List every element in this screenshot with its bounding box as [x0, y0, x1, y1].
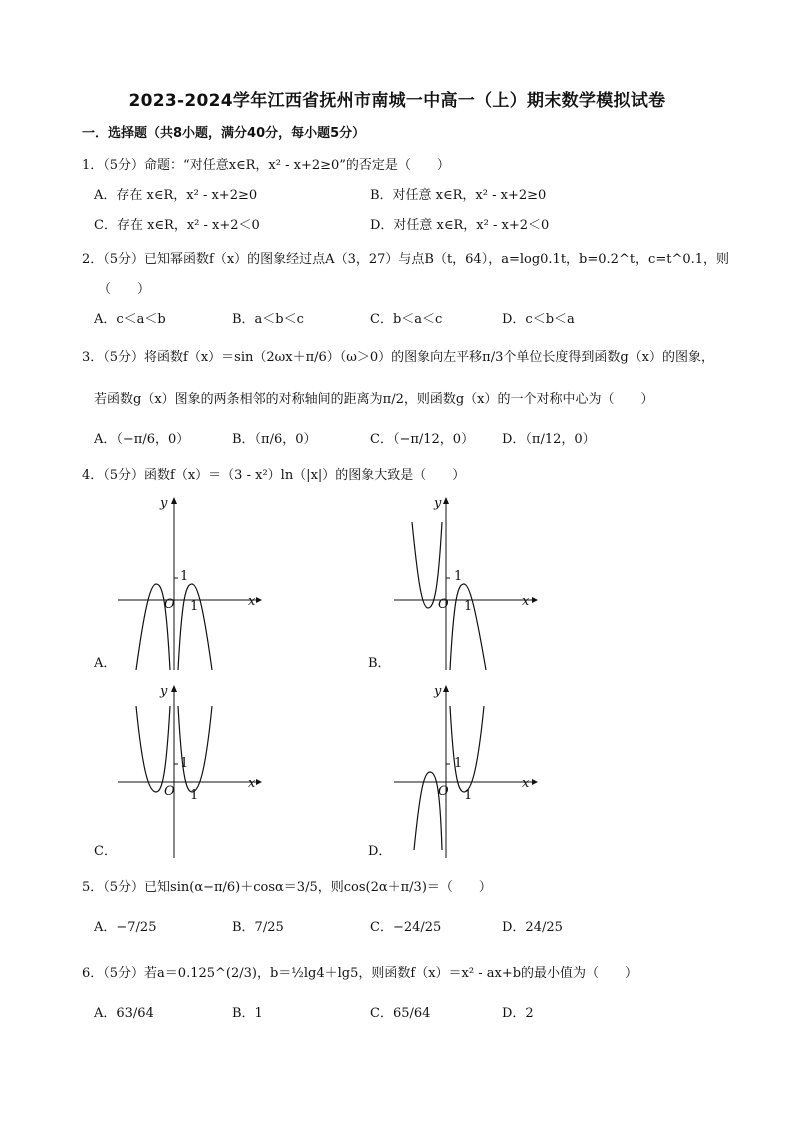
graph-b-x-label: x	[522, 594, 530, 609]
question-6-stem: 6．（5分）若a＝0.125^(2/3)，b＝½lg4＋lg5，则函数f（x）＝x² - ax+b的最小值为（ ）	[82, 966, 639, 981]
question-2-paren: （ ）	[98, 282, 151, 297]
q1-option-d[interactable]: D．对任意 x∈R，x² - x+2＜0	[370, 218, 550, 233]
graph-c-x-label: x	[248, 776, 256, 791]
q4-option-a[interactable]: A．	[94, 656, 117, 671]
q4-option-d[interactable]: D．	[368, 844, 392, 859]
q1-option-a[interactable]: A．存在 x∈R，x² - x+2≥0	[94, 188, 258, 203]
question-4-stem: 4．（5分）函数f（x）＝（3 - x²）ln（|x|）的图象大致是（ ）	[82, 468, 466, 483]
graph-d-tick-x: 1	[464, 788, 473, 803]
q6-option-b[interactable]: B．1	[232, 1006, 263, 1021]
graph-d-x-label: x	[522, 776, 530, 791]
q6-option-c[interactable]: C．65/64	[370, 1006, 431, 1021]
q6-option-d[interactable]: D．2	[502, 1006, 534, 1021]
question-3-stem-line-1: 3．（5分）将函数f（x）＝sin（2ωx＋π/6）（ω＞0）的图象向左平移π/3个单位长度得到函数g（x）的图象，	[82, 350, 715, 365]
q4-option-b[interactable]: B．	[368, 656, 391, 671]
q2-option-c[interactable]: C．b＜a＜c	[370, 312, 443, 327]
graph-c[interactable]	[112, 680, 272, 858]
q4-option-c[interactable]: C．	[94, 844, 117, 859]
graph-d-y-label: y	[434, 684, 442, 699]
question-2-stem: 2．（5分）已知幂函数f（x）的图象经过点A（3，27）与点B（t，64），a=log0.1t，b=0.2^t，c=t^0.1，则	[82, 252, 730, 267]
q5-option-c[interactable]: C．−24/25	[370, 920, 442, 935]
graph-d-tick-y: 1	[454, 756, 463, 771]
question-1-stem: 1．（5分）命题：“对任意x∈R，x² - x+2≥0”的否定是（ ）	[82, 158, 450, 173]
graph-b-tick-x: 1	[464, 599, 473, 614]
graph-b-tick-y: 1	[454, 569, 463, 584]
graph-c-origin: O	[164, 784, 175, 799]
q5-option-a[interactable]: A．−7/25	[94, 920, 157, 935]
q2-option-a[interactable]: A．c＜a＜b	[94, 312, 166, 327]
graph-d[interactable]	[388, 680, 548, 858]
q1-option-b[interactable]: B．对任意 x∈R，x² - x+2≥0	[370, 188, 547, 203]
section-heading: 一．选择题（共8小题，满分40分，每小题5分）	[82, 126, 366, 141]
question-5-stem: 5．（5分）已知sin(α−π/6)＋cosα＝3/5，则cos(2α＋π/3)＝（ ）	[82, 880, 492, 895]
q2-option-b[interactable]: B．a＜b＜c	[232, 312, 304, 327]
graph-c-y-label: y	[160, 684, 168, 699]
page-title: 2023-2024学年江西省抚州市南城一中高一（上）期末数学模拟试卷	[128, 91, 666, 111]
graph-c-tick-x: 1	[190, 788, 199, 803]
q3-option-c[interactable]: C．（−π/12，0）	[370, 432, 475, 447]
graph-a-x-label: x	[248, 594, 256, 609]
q5-option-d[interactable]: D．24/25	[502, 920, 563, 935]
q5-option-b[interactable]: B．7/25	[232, 920, 284, 935]
graph-a[interactable]	[112, 492, 272, 670]
graph-a-tick-y: 1	[180, 569, 189, 584]
graph-a-tick-x: 1	[190, 599, 199, 614]
graph-d-origin: O	[438, 784, 449, 799]
graph-c-tick-y: 1	[180, 756, 189, 771]
q1-option-c[interactable]: C．存在 x∈R，x² - x+2＜0	[94, 218, 260, 233]
q6-option-a[interactable]: A．63/64	[94, 1006, 154, 1021]
q3-option-d[interactable]: D．（π/12，0）	[502, 432, 596, 447]
graph-a-y-label: y	[160, 496, 168, 511]
graph-b-y-label: y	[434, 496, 442, 511]
q2-option-d[interactable]: D．c＜b＜a	[502, 312, 575, 327]
q3-option-a[interactable]: A．（−π/6，0）	[94, 432, 190, 447]
q3-option-b[interactable]: B．（π/6，0）	[232, 432, 317, 447]
question-3-stem-line-2: 若函数g（x）图象的两条相邻的对称轴间的距离为π/2，则函数g（x）的一个对称中心为（ ）	[94, 392, 654, 407]
graph-b-origin: O	[438, 597, 449, 612]
graph-b[interactable]	[388, 492, 548, 670]
graph-a-origin: O	[164, 597, 175, 612]
